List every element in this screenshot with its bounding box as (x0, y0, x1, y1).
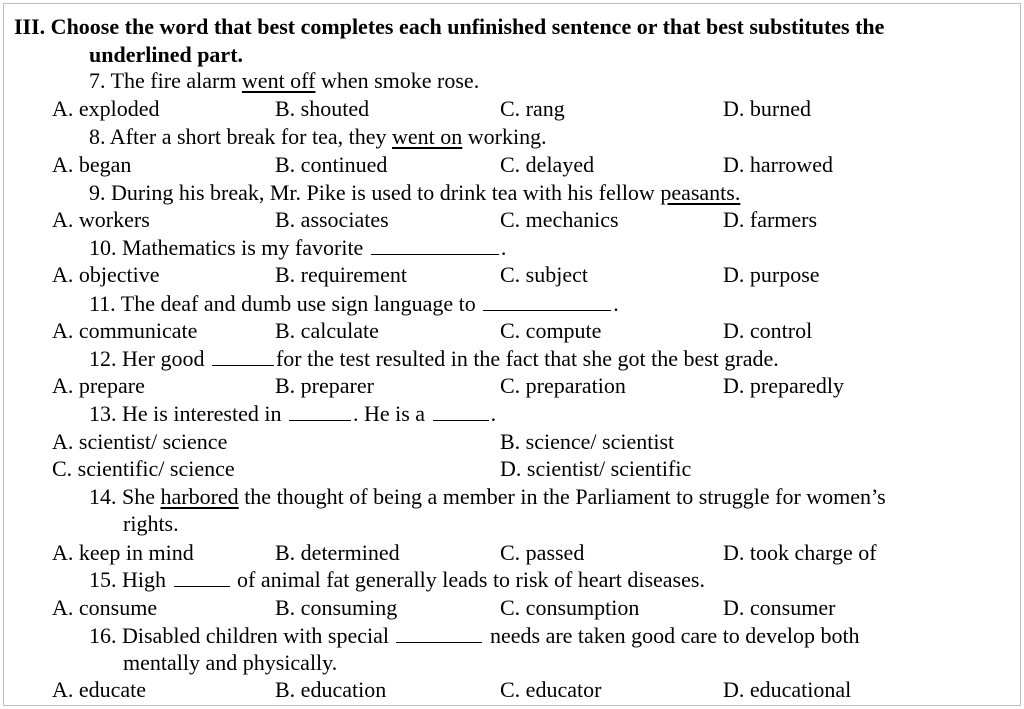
q11-option-d: D. control (723, 318, 813, 343)
q16-option-a: A. educate (52, 677, 147, 702)
question-16 (89, 623, 860, 649)
q12-option-b: B. preparer (275, 373, 374, 398)
underlined-phrase: went off (241, 68, 316, 93)
question-13-text: 13. He is interested in (89, 401, 287, 426)
question-13 (89, 401, 496, 427)
question-12-text-end: for the test resulted in the fact that she got the best grade. (275, 346, 779, 371)
q7-option-c: C. rang (500, 96, 565, 121)
q10-option-b: B. requirement (275, 262, 407, 287)
q16-option-c: C. educator (500, 677, 602, 702)
q14-option-d: D. took charge of (723, 540, 877, 565)
answer-blank (174, 568, 230, 587)
answer-blank (433, 402, 489, 421)
q8-option-c: C. delayed (500, 152, 595, 177)
question-10 (89, 235, 506, 261)
q15-option-c: C. consumption (500, 595, 640, 620)
q12-option-c: C. preparation (500, 373, 626, 398)
question-16-continued: mentally and physically. (123, 650, 338, 675)
question-13-text-end: . (490, 401, 497, 426)
q15-option-d: D. consumer (723, 595, 836, 620)
question-9-text: 9. During his break, Mr. Pike is used to drink tea with his fellow (89, 180, 661, 205)
q13-option-a: A. scientist/ science (52, 429, 228, 454)
question-11-text: 11. The deaf and dumb use sign language to (89, 291, 482, 316)
q13-option-b: B. science/ scientist (500, 429, 675, 454)
answer-blank (483, 292, 611, 311)
q14-option-c: C. passed (500, 540, 585, 565)
answer-blank (396, 624, 482, 643)
underlined-phrase: peasants. (660, 180, 741, 205)
q8-option-d: D. harrowed (723, 152, 833, 177)
q12-option-a: A. prepare (52, 373, 145, 398)
question-16-text-mid: needs are taken good care to develop both (484, 623, 860, 648)
q16-option-b: B. education (275, 677, 387, 702)
question-14-text: 14. She (89, 484, 161, 509)
q9-option-d: D. farmers (723, 207, 818, 232)
q14-option-b: B. determined (275, 540, 400, 565)
question-12-text: 12. Her good (89, 346, 210, 371)
answer-blank (212, 347, 274, 366)
q12-option-d: D. preparedly (723, 373, 844, 398)
q8-option-a: A. began (52, 152, 132, 177)
q11-option-c: C. compute (500, 318, 602, 343)
question-14-continued: rights. (123, 511, 179, 536)
question-15-text-end: of animal fat generally leads to risk of heart diseases. (231, 567, 705, 592)
answer-blank (371, 236, 499, 255)
question-15-text: 15. High (89, 567, 172, 592)
section-heading-line1: III. Choose the word that best completes each unfinished sentence or that best substitutes the (14, 14, 885, 39)
question-7 (89, 68, 479, 94)
answer-blank (289, 402, 351, 421)
q15-option-b: B. consuming (275, 595, 398, 620)
q10-option-c: C. subject (500, 262, 588, 287)
section-heading-line2: underlined part. (89, 42, 244, 67)
question-7-text-end: when smoke rose. (315, 68, 480, 93)
q7-option-b: B. shouted (275, 96, 370, 121)
question-13-text-mid: . He is a (352, 401, 431, 426)
q8-option-b: B. continued (275, 152, 388, 177)
question-16-text: 16. Disabled children with special (89, 623, 395, 648)
q9-option-c: C. mechanics (500, 207, 619, 232)
question-8 (89, 124, 547, 150)
question-11 (89, 291, 619, 317)
q7-option-a: A. exploded (52, 96, 160, 121)
underlined-phrase: harbored (160, 484, 239, 509)
q10-option-a: A. objective (52, 262, 160, 287)
question-15 (89, 567, 705, 593)
question-7-text: 7. The fire alarm (89, 68, 242, 93)
question-8-text-end: working. (462, 124, 547, 149)
q10-option-d: D. purpose (723, 262, 820, 287)
q13-option-c: C. scientific/ science (52, 456, 235, 481)
q14-option-a: A. keep in mind (52, 540, 194, 565)
q9-option-a: A. workers (52, 207, 150, 232)
question-8-text: 8. After a short break for tea, they (89, 124, 392, 149)
question-9 (89, 180, 740, 206)
underlined-phrase: went on (392, 124, 463, 149)
question-12 (89, 346, 779, 372)
question-10-text: 10. Mathematics is my favorite (89, 235, 369, 260)
q11-option-a: A. communicate (52, 318, 198, 343)
q15-option-a: A. consume (52, 595, 158, 620)
q9-option-b: B. associates (275, 207, 389, 232)
q11-option-b: B. calculate (275, 318, 379, 343)
question-10-text-end: . (500, 235, 507, 260)
q16-option-d: D. educational (723, 677, 852, 702)
q13-option-d: D. scientist/ scientific (500, 456, 692, 481)
question-11-text-end: . (613, 291, 619, 316)
question-14 (89, 484, 886, 510)
question-14-text-mid: the thought of being a member in the Parliament to struggle for women’s (238, 484, 886, 509)
q7-option-d: D. burned (723, 96, 811, 121)
